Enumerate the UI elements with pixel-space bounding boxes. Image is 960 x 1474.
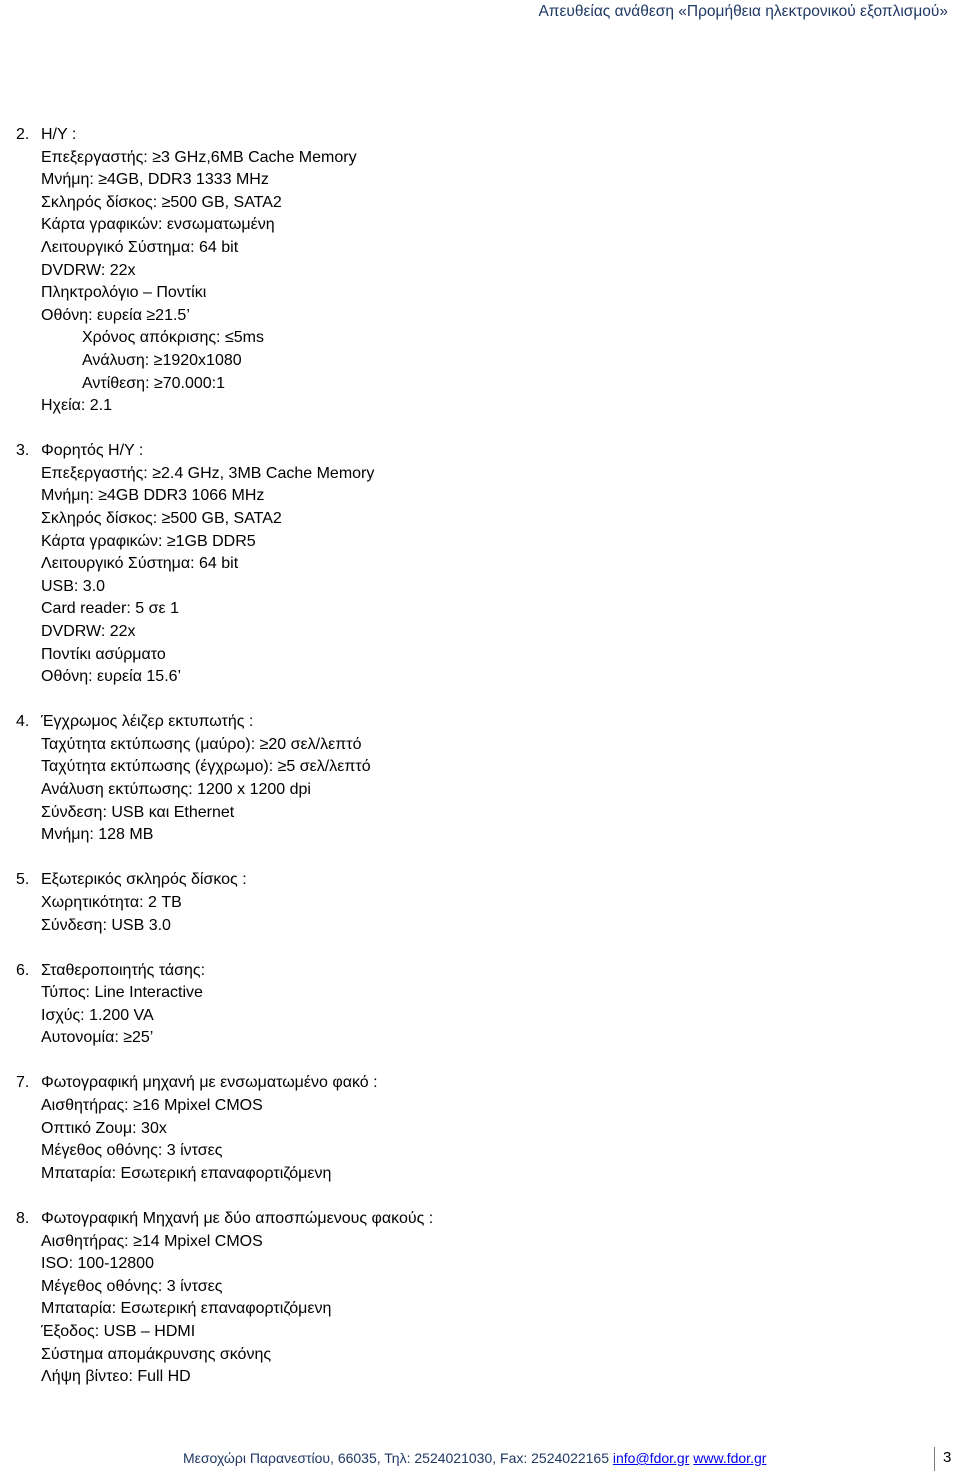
spec-item [16, 124, 916, 418]
spec-line: Χρόνος απόκρισης: ≤5ms [82, 329, 264, 347]
spec-line: Λήψη βίντεο: Full HD [41, 1368, 191, 1386]
spec-list [16, 124, 916, 1411]
spec-item-heading [16, 1072, 916, 1095]
spec-line: Οπτικό Ζουμ: 30x [41, 1119, 167, 1137]
item-number: 7. [16, 1074, 30, 1092]
spec-item [16, 1072, 916, 1185]
spec-line: Επεξεργαστής: ≥3 GHz,6MB Cache Memory [41, 148, 357, 166]
spec-line: DVDRW: 22x [41, 261, 136, 279]
spec-line: Μνήμη: 128 MB [41, 826, 154, 844]
spec-line: Ανάλυση εκτύπωσης: 1200 x 1200 dpi [41, 781, 311, 799]
spec-line: Σύνδεση: USB και Ethernet [41, 803, 235, 821]
item-title: Σταθεροποιητής τάσης: [41, 961, 206, 979]
spec-line: Χωρητικότητα: 2 TB [41, 893, 182, 911]
spec-line: Ηχεία: 2.1 [41, 397, 113, 415]
footer-email-link[interactable]: info@fdor.gr [612, 1450, 690, 1466]
item-title: Έγχρωμος λέιζερ εκτυπωτής : [41, 713, 254, 731]
spec-item-heading [16, 124, 916, 147]
spec-line: Ποντίκι ασύρματο [41, 645, 166, 663]
item-title: Φωτογραφική μηχανή με ενσωματωμένο φακό : [41, 1074, 378, 1092]
spec-line: Οθόνη: ευρεία ≥21.5’ [41, 306, 190, 324]
item-title: Φωτογραφική Μηχανή με δύο αποσπώμενους φακούς : [41, 1209, 434, 1227]
document-footer [0, 1447, 960, 1469]
spec-item-heading [16, 869, 916, 892]
item-number: 4. [16, 713, 30, 731]
page-number: 3 [934, 1447, 951, 1471]
spec-line: Μνήμη: ≥4GB DDR3 1066 MHz [41, 487, 265, 505]
footer-address: Μεσοχώρι Παρανεστίου, 66035, Τηλ: 2524021030, Fax: 2524022165 [183, 1450, 609, 1466]
spec-line: Κάρτα γραφικών: ενσωματωμένη [41, 216, 275, 234]
item-title: Φορητός Η/Υ : [41, 442, 144, 460]
item-number: 3. [16, 442, 30, 460]
footer-contact [183, 1447, 766, 1469]
spec-line: Αυτονομία: ≥25’ [41, 1029, 154, 1047]
spec-item [16, 960, 916, 1050]
spec-item-heading [16, 1208, 916, 1231]
spec-item [16, 869, 916, 937]
spec-line: Σκληρός δίσκος: ≥500 GB, SATA2 [41, 510, 282, 527]
spec-line: Σύστημα απομάκρυνσης σκόνης [41, 1345, 272, 1363]
spec-line: Τύπος: Line Interactive [41, 984, 203, 1002]
item-number: 6. [16, 961, 30, 979]
spec-line: Αντίθεση: ≥70.000:1 [82, 374, 226, 392]
document-header [538, 0, 948, 24]
header-title: Απευθείας ανάθεση «Προμήθεια ηλεκτρονικού εξοπλισμού» [538, 3, 948, 20]
spec-item [16, 711, 916, 847]
spec-line: Μέγεθος οθόνης: 3 ίντσες [41, 1142, 223, 1160]
spec-line: Έξοδος: USB – HDMI [41, 1322, 196, 1340]
item-title: Η/Υ : [41, 126, 77, 143]
spec-line: Ταχύτητα εκτύπωσης (μαύρο): ≥20 σελ/λεπτό [41, 735, 362, 753]
item-number: 2. [16, 126, 30, 143]
spec-line: Σύνδεση: USB 3.0 [41, 916, 171, 934]
spec-item [16, 440, 916, 689]
spec-line: DVDRW: 22x [41, 622, 136, 640]
spec-line: Επεξεργαστής: ≥2.4 GHz, 3MB Cache Memory [41, 464, 375, 482]
spec-line: Μέγεθος οθόνης: 3 ίντσες [41, 1277, 223, 1295]
footer-website-link[interactable]: www.fdor.gr [693, 1450, 767, 1466]
spec-line: Πληκτρολόγιο – Ποντίκι [41, 284, 207, 302]
spec-line: Ισχύς: 1.200 VA [41, 1006, 154, 1024]
spec-line: Κάρτα γραφικών: ≥1GB DDR5 [41, 532, 256, 550]
spec-line: Σκληρός δίσκος: ≥500 GB, SATA2 [41, 193, 282, 211]
spec-line: Ανάλυση: ≥1920x1080 [82, 351, 242, 369]
item-number: 8. [16, 1209, 30, 1227]
spec-line: Λειτουργικό Σύστημα: 64 bit [41, 238, 239, 256]
spec-line: Αισθητήρας: ≥14 Mpixel CMOS [41, 1232, 263, 1250]
spec-line: USB: 3.0 [41, 577, 106, 595]
spec-line: Αισθητήρας: ≥16 Mpixel CMOS [41, 1097, 263, 1115]
spec-line: Μπαταρία: Εσωτερική επαναφορτιζόμενη [41, 1300, 332, 1318]
spec-item [16, 1208, 916, 1389]
spec-line: ISO: 100-12800 [41, 1255, 154, 1273]
spec-item-heading [16, 960, 916, 983]
spec-item-heading [16, 711, 916, 734]
spec-line: Οθόνη: ευρεία 15.6’ [41, 668, 182, 686]
spec-line: Card reader: 5 σε 1 [41, 600, 179, 618]
spec-line: Μνήμη: ≥4GB, DDR3 1333 MHz [41, 171, 269, 189]
spec-line: Ταχύτητα εκτύπωσης (έγχρωμο): ≥5 σελ/λεπτό [41, 758, 371, 776]
spec-item-heading [16, 440, 916, 463]
spec-line: Λειτουργικό Σύστημα: 64 bit [41, 555, 239, 573]
item-title: Εξωτερικός σκληρός δίσκος : [41, 871, 247, 889]
spec-line: Μπαταρία: Εσωτερική επαναφορτιζόμενη [41, 1164, 332, 1182]
item-number: 5. [16, 871, 30, 889]
